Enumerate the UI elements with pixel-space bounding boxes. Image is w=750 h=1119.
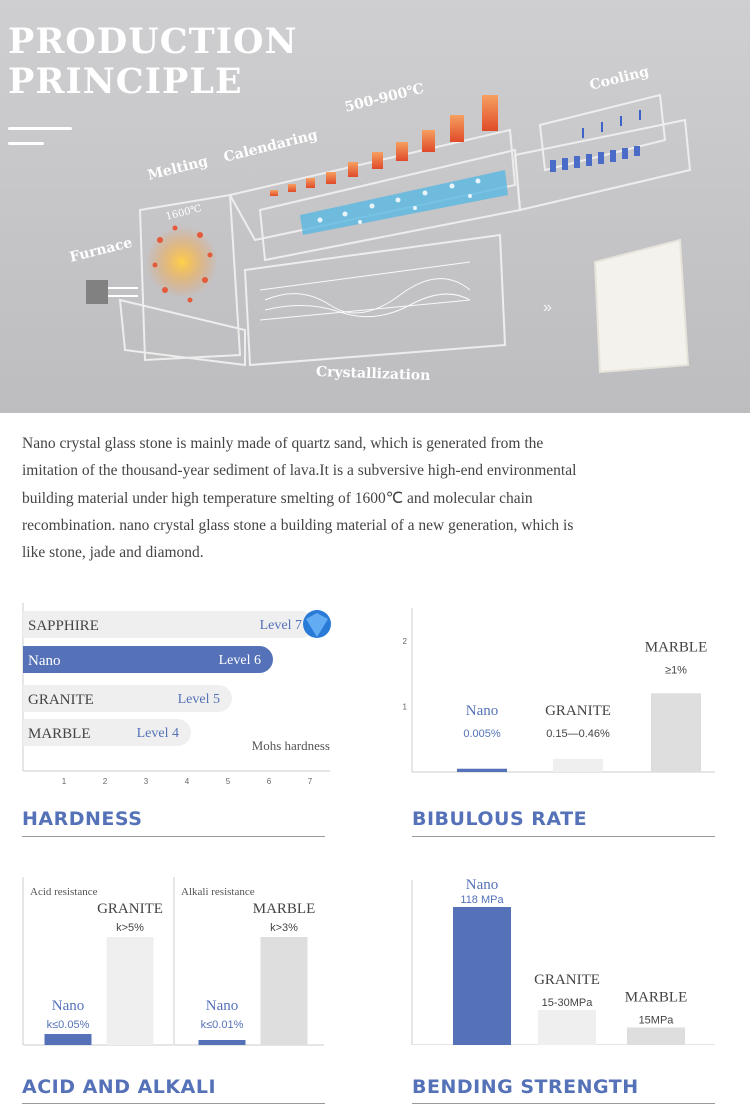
svg-text:»: »	[543, 299, 552, 316]
bibulous-value-label: 0.15—0.46%	[546, 728, 610, 740]
bibulous-rate-chart	[400, 603, 730, 778]
section-title-hardness: HARDNESS	[22, 808, 143, 830]
bibulous-category-label: MARBLE	[644, 639, 708, 656]
production-hero	[0, 0, 750, 413]
bending-bar	[538, 1010, 596, 1045]
acid-panel-title: Acid resistance	[30, 886, 98, 898]
hero-title-underline	[8, 127, 72, 130]
hardness-x-tick: 2	[102, 777, 108, 786]
stage-label-calendaring: Calendaring	[222, 126, 320, 166]
hardness-x-tick: 7	[307, 777, 313, 786]
intro-line: recombination. nano crystal glass stone a building material of a new generation, which is	[22, 516, 574, 534]
hero-title-line1: PRODUCTION	[8, 21, 298, 62]
bending-bar	[627, 1027, 685, 1045]
bibulous-bar	[651, 693, 701, 772]
acid-category-label: GRANITE	[97, 901, 163, 917]
intro-line: building material under high temperature smelting of 1600℃ and molecular chain	[22, 489, 533, 507]
acid-value-label: k≤0.01%	[200, 1019, 244, 1031]
hardness-value-label: Level 5	[177, 692, 220, 707]
hardness-value-label: Level 7	[259, 618, 302, 633]
bending-category-label: MARBLE	[624, 989, 688, 1006]
stage-label-melting: Melting	[146, 153, 210, 184]
hardness-category-label: Nano	[28, 653, 61, 669]
hardness-chart	[0, 603, 340, 788]
acid-bar	[261, 937, 308, 1045]
bending-value-label: 15-30MPa	[541, 996, 593, 1009]
hardness-x-tick: 5	[225, 777, 231, 786]
finished-glass-slab	[595, 240, 688, 372]
quartz-sand-feeder	[86, 280, 108, 304]
acid-bar	[107, 937, 154, 1045]
section-title-acid-alkali: ACID AND ALKALI	[22, 1076, 217, 1098]
acid-panel-title: Alkali resistance	[181, 886, 255, 898]
bibulous-bar	[553, 759, 603, 772]
intro-line: Nano crystal glass stone is mainly made of quartz sand, which is generated from the	[22, 435, 544, 452]
bending-category-label: GRANITE	[534, 971, 600, 988]
acid-alkali-chart	[0, 875, 330, 1050]
bibulous-category-label: Nano	[465, 703, 499, 719]
hardness-category-label: SAPPHIRE	[28, 618, 99, 634]
bibulous-value-label: 0.005%	[463, 728, 501, 740]
section-divider	[22, 836, 325, 837]
hardness-x-axis-title: Mohs hardness	[251, 738, 330, 753]
furnace-glow	[146, 226, 218, 298]
acid-bar	[45, 1034, 92, 1045]
bending-bar	[453, 907, 511, 1045]
hardness-category-label: MARBLE	[28, 726, 91, 742]
intro-line: like stone, jade and diamond.	[22, 544, 204, 562]
bibulous-category-label: GRANITE	[545, 703, 611, 719]
bibulous-value-label: ≥1%	[665, 664, 687, 677]
hardness-category-label: GRANITE	[28, 692, 94, 708]
acid-category-label: Nano	[205, 998, 239, 1014]
intro-line: imitation of the thousand-year sediment of lava.It is a subversive high-end environmental	[22, 462, 577, 480]
bending-value-label: 15MPa	[638, 1014, 674, 1027]
stage-label-furnace: Furnace	[68, 234, 134, 266]
hardness-value-label: Level 4	[136, 726, 179, 741]
section-divider	[412, 1103, 715, 1104]
bibulous-bar	[457, 769, 507, 772]
acid-value-label: k≤0.05%	[46, 1019, 90, 1031]
acid-category-label: Nano	[51, 998, 85, 1014]
bibulous-y-tick: 1	[402, 702, 407, 712]
hardness-x-tick: 6	[266, 777, 272, 786]
section-divider	[412, 836, 715, 837]
stage-label-temp-range: 500-900℃	[343, 80, 426, 116]
stage-label-cooling: Cooling	[588, 63, 651, 94]
stage-label-melting-temp: 1600℃	[164, 203, 203, 223]
hardness-x-tick: 4	[184, 777, 190, 786]
bending-strength-chart	[400, 870, 730, 1045]
bibulous-y-tick: 2	[402, 636, 407, 646]
hero-title-underline-short	[8, 142, 44, 145]
intro-paragraph	[22, 430, 732, 566]
acid-category-label: MARBLE	[252, 901, 316, 917]
acid-value-label: k>3%	[270, 922, 298, 934]
bending-value-label: 118 MPa	[460, 894, 504, 906]
bending-category-label: Nano	[465, 877, 499, 893]
acid-bar	[199, 1040, 246, 1045]
section-divider	[22, 1103, 325, 1104]
section-title-bending: BENDING STRENGTH	[412, 1076, 639, 1098]
acid-value-label: k>5%	[116, 922, 144, 934]
hardness-x-tick: 3	[143, 777, 149, 786]
hero-title-line2: PRINCIPLE	[8, 61, 243, 102]
stage-label-crystallization: Crystallization	[315, 364, 431, 384]
hardness-value-label: Level 6	[218, 653, 261, 668]
hardness-x-tick: 1	[61, 777, 67, 786]
section-title-bibulous: BIBULOUS RATE	[412, 808, 588, 830]
